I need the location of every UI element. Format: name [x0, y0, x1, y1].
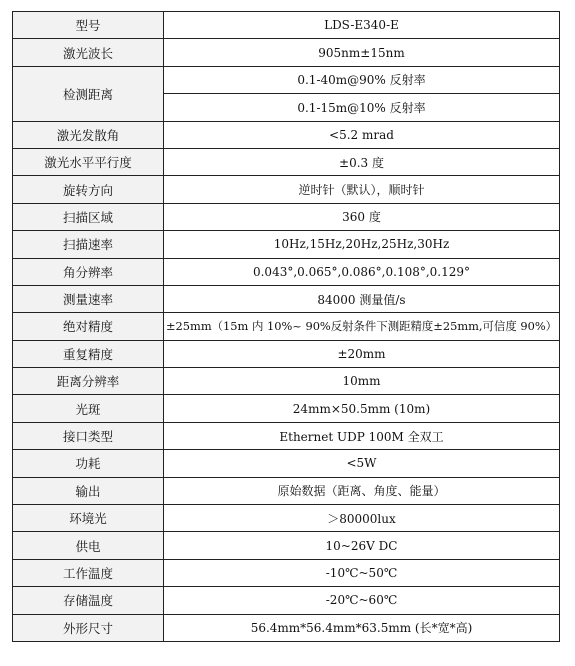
row-value: LDS-E340-E [164, 12, 560, 39]
row-value: 原始数据（距离、角度、能量） [164, 477, 560, 504]
row-value: 56.4mm*56.4mm*63.5mm (长*宽*高) [164, 614, 560, 641]
row-label: 外形尺寸 [13, 614, 164, 641]
row-label: 存储温度 [13, 587, 164, 614]
row-value: 0.043°,0.065°,0.086°,0.108°,0.129° [164, 258, 560, 285]
row-value: 905nm±15nm [164, 39, 560, 66]
table-row [13, 587, 560, 614]
row-value: 360 度 [164, 203, 560, 230]
row-label: 激光发散角 [13, 121, 164, 148]
row-label: 距离分辨率 [13, 368, 164, 395]
table-row [13, 66, 560, 93]
row-label: 旋转方向 [13, 176, 164, 203]
row-label: 工作温度 [13, 559, 164, 586]
row-value: -10℃~50℃ [164, 559, 560, 586]
row-value: Ethernet UDP 100M 全双工 [164, 422, 560, 449]
row-value: 0.1-15m@10% 反射率 [164, 94, 560, 121]
table-row [13, 203, 560, 230]
row-value: ±0.3 度 [164, 148, 560, 175]
table-row [13, 368, 560, 395]
spec-table [12, 11, 560, 642]
table-row [13, 148, 560, 175]
row-label: 环境光 [13, 505, 164, 532]
table-row [13, 559, 560, 586]
row-value: 84000 测量值/s [164, 285, 560, 312]
row-label: 型号 [13, 12, 164, 39]
row-label: 扫描速率 [13, 231, 164, 258]
table-row [13, 395, 560, 422]
table-row [13, 422, 560, 449]
table-row [13, 477, 560, 504]
row-value: 逆时针（默认），顺时针 [164, 176, 560, 203]
table-row [13, 450, 560, 477]
row-value: 24mm×50.5mm (10m) [164, 395, 560, 422]
row-label: 绝对精度 [13, 313, 164, 340]
table-row [13, 12, 560, 39]
table-row [13, 258, 560, 285]
row-value: 0.1-40m@90% 反射率 [164, 66, 560, 93]
row-label: 测量速率 [13, 285, 164, 312]
row-label: 接口类型 [13, 422, 164, 449]
row-value: -20℃~60℃ [164, 587, 560, 614]
row-label: 功耗 [13, 450, 164, 477]
row-label: 检测距离 [13, 66, 164, 121]
table-row [13, 231, 560, 258]
row-label: 输出 [13, 477, 164, 504]
row-value: ±25mm（15m 内 10%~ 90%反射条件下测距精度±25mm,可信度 90%） [164, 313, 560, 340]
row-label: 供电 [13, 532, 164, 559]
table-row [13, 121, 560, 148]
row-value: <5W [164, 450, 560, 477]
table-row [13, 313, 560, 340]
row-label: 扫描区域 [13, 203, 164, 230]
row-value: <5.2 mrad [164, 121, 560, 148]
row-label: 重复精度 [13, 340, 164, 367]
row-label: 角分辨率 [13, 258, 164, 285]
row-value: 10Hz,15Hz,20Hz,25Hz,30Hz [164, 231, 560, 258]
table-row [13, 532, 560, 559]
row-value: ＞80000lux [164, 505, 560, 532]
table-row [13, 39, 560, 66]
row-label: 激光水平平行度 [13, 148, 164, 175]
row-label: 激光波长 [13, 39, 164, 66]
table-row [13, 285, 560, 312]
row-value: 10mm [164, 368, 560, 395]
row-value: ±20mm [164, 340, 560, 367]
table-row [13, 614, 560, 641]
table-row [13, 340, 560, 367]
row-label: 光斑 [13, 395, 164, 422]
table-row [13, 176, 560, 203]
row-value: 10~26V DC [164, 532, 560, 559]
table-row [13, 505, 560, 532]
